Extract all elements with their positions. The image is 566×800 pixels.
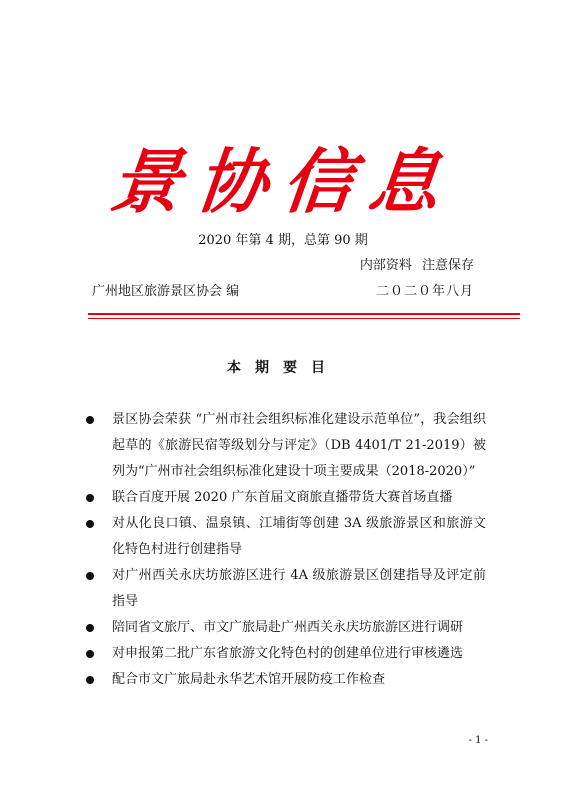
- bullet-icon: [86, 572, 94, 580]
- toc-item-text: 联合百度开展 2020 广东首届文商旅直播带货大赛首场直播: [112, 490, 453, 505]
- bullet-icon: [86, 624, 94, 632]
- masthead-char: 信: [278, 140, 374, 223]
- header-rule-thin: [88, 318, 520, 319]
- toc-item: [86, 407, 486, 485]
- editor-line: 广州地区旅游景区协会 编: [92, 284, 240, 299]
- bullet-icon: [86, 494, 94, 502]
- toc-item: [86, 563, 486, 615]
- toc-item: [86, 667, 486, 693]
- toc-item-text: 对申报第二批广东省旅游文化特色村的创建单位进行审核遴选: [112, 646, 464, 661]
- toc-item: [86, 641, 486, 667]
- toc-list: [86, 407, 486, 693]
- confidentiality-notice: 内部资料 注意保存: [359, 258, 474, 273]
- page-number: - 1 -: [468, 735, 488, 746]
- toc-title: 本期要目: [227, 360, 339, 376]
- toc-item-text: 陪同省文旅厅、市文广旅局赴广州西关永庆坊旅游区进行调研: [112, 620, 464, 635]
- toc-item: [86, 615, 486, 641]
- issue-line: 2020 年第 4 期，总第 90 期: [198, 233, 368, 248]
- masthead-char: 息: [364, 140, 460, 223]
- masthead-char: 协: [192, 140, 288, 223]
- bullet-icon: [86, 650, 94, 658]
- bullet-icon: [86, 676, 94, 684]
- toc-item-text: 对广州西关永庆坊旅游区进行 4A 级旅游景区创建指导及评定前指导: [112, 568, 486, 609]
- bullet-icon: [86, 416, 94, 424]
- bullet-icon: [86, 520, 94, 528]
- header-rule-thick: [88, 313, 520, 315]
- toc-item: [86, 485, 486, 511]
- masthead-title: [0, 140, 566, 224]
- toc-item-text: 配合市文广旅局赴永华艺术馆开展防疫工作检查: [112, 672, 386, 687]
- toc-item: [86, 511, 486, 563]
- publication-date: 二０二０年八月: [375, 284, 474, 299]
- masthead-char: 景: [106, 140, 202, 223]
- toc-item-text: 对从化良口镇、温泉镇、江埔街等创建 3A 级旅游景区和旅游文化特色村进行创建指导: [112, 516, 486, 557]
- toc-item-text: 景区协会荣获 “广州市社会组织标准化建设示范单位”，我会组织起草的《旅游民宿等级划分与评定》（DB 4401/T 21-2019）被列为“广州市社会组织标准化建设十项主要成果（2018-2020）”: [112, 412, 486, 479]
